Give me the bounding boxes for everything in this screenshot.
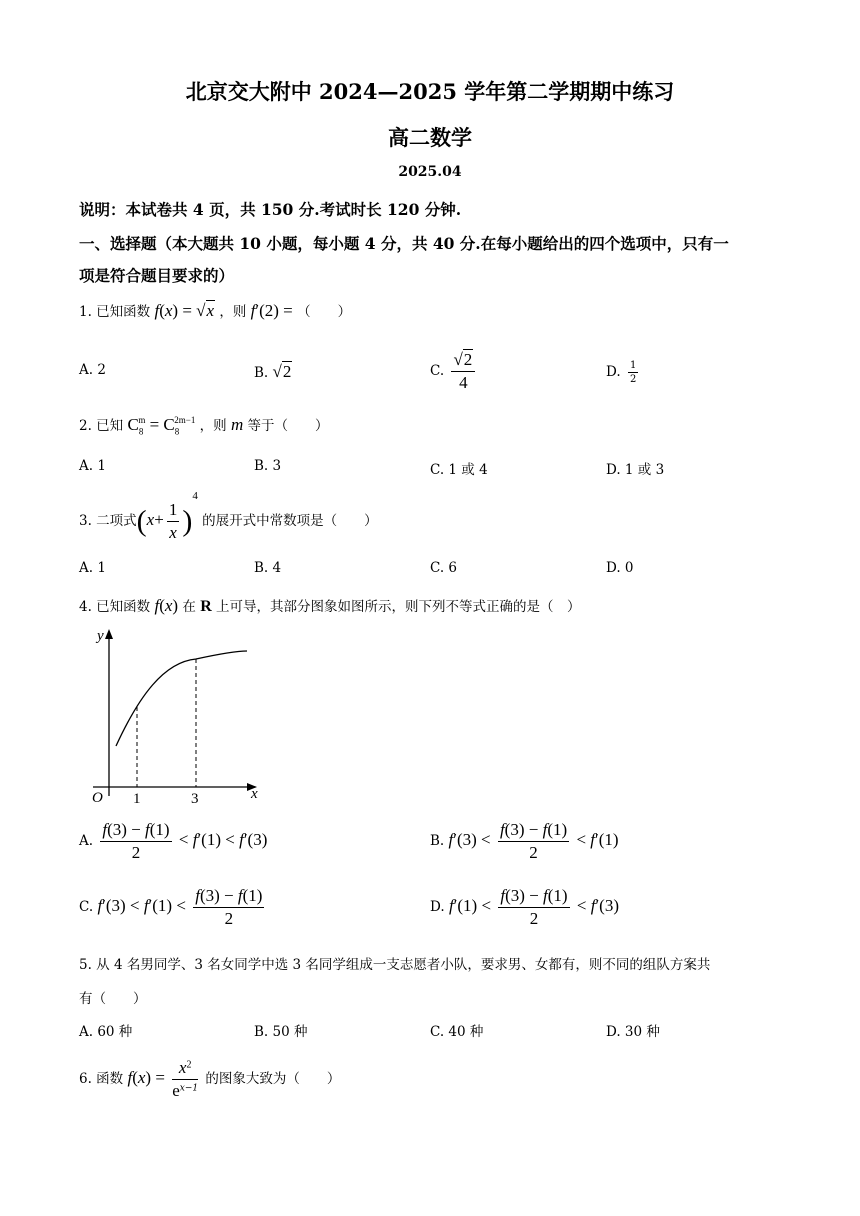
q4-option-d[interactable]: D. f′(1) < $\frac{f(3) - f(1)}{2}$ < f′(3) bbox=[430, 886, 619, 928]
q3-suffix: 的展开式中常数项是（ ） bbox=[202, 513, 378, 529]
q1-prefix: 1. 已知函数 bbox=[79, 304, 151, 320]
q2-option-a[interactable]: A. 1 bbox=[79, 458, 106, 474]
question-2 bbox=[79, 414, 329, 436]
q2-formula: $C_8^m = C_8^{2m-1}$ bbox=[127, 415, 196, 437]
q4-set: R bbox=[200, 598, 212, 615]
question-4: 4. 已知函数 f(x) 在 R 上可导，其部分图象如图所示，则下列不等式正确的是（ ） bbox=[79, 596, 581, 615]
q2-option-d[interactable]: D. 1 或 3 bbox=[606, 462, 665, 478]
q1-mid: ，则 bbox=[219, 304, 247, 320]
q4-graph bbox=[79, 626, 269, 806]
q3-formula: x bbox=[146, 510, 155, 529]
q4-option-a[interactable]: A. $\frac{f(3) - f(1)}{2}$ < f′(1) < f′(3) bbox=[79, 820, 268, 862]
origin-label: O bbox=[92, 790, 103, 806]
q2-option-c[interactable]: C. 1 或 4 bbox=[430, 462, 488, 478]
q1-option-c[interactable]: C. $\frac{√2}{4}$ bbox=[430, 350, 478, 393]
q4-option-c[interactable]: C. f′(3) < f′(1) < $\frac{f(3) - f(1)}{2}$ bbox=[79, 886, 263, 928]
q3-option-a[interactable]: A. 1 bbox=[79, 560, 106, 576]
question-6: 6. 函数 f(x) = $\frac{x^2}{e^{x-1}}$ 的图象大致为（ ） bbox=[79, 1058, 341, 1100]
q5-option-d[interactable]: D. 30 种 bbox=[606, 1024, 660, 1040]
y-axis-arrow bbox=[105, 629, 113, 639]
q3-prefix: 3. 二项式 bbox=[79, 513, 137, 529]
q1-formula: f bbox=[154, 301, 160, 320]
q6-suffix: 的图象大致为（ ） bbox=[205, 1071, 341, 1087]
function-curve bbox=[116, 651, 247, 746]
q2-option-b[interactable]: B. 3 bbox=[254, 458, 282, 474]
question-5-line2: 有（ ） bbox=[79, 991, 147, 1007]
q5-option-b[interactable]: B. 50 种 bbox=[254, 1024, 308, 1040]
q1-option-d[interactable]: D. $\frac{1}{2}$ bbox=[606, 360, 637, 385]
q6-prefix: 6. 函数 bbox=[79, 1071, 124, 1087]
q2-prefix: 2. 已知 bbox=[79, 418, 124, 434]
section-heading-line1: 一、选择题（本大题共 10 小题，每小题 4 分，共 40 分.在每小题给出的四个选项中，只有一 bbox=[79, 234, 729, 253]
tick-1: 1 bbox=[133, 791, 141, 806]
q1-option-a[interactable]: A. 2 bbox=[79, 362, 106, 378]
y-label: y bbox=[97, 628, 104, 644]
q3-option-d[interactable]: D. 0 bbox=[606, 560, 634, 576]
q4-option-b[interactable]: B. f′(3) < $\frac{f(3) - f(1)}{2}$ < f′(1) bbox=[430, 820, 619, 862]
q1-blank: （ ） bbox=[297, 304, 352, 320]
question-1: 1. 已知函数 f(x) = √x ，则 f′(2) = （ ） bbox=[79, 301, 352, 320]
q2-suffix: 等于（ ） bbox=[247, 418, 329, 434]
q2-mid: ，则 bbox=[199, 418, 227, 434]
q6-formula: f bbox=[127, 1068, 133, 1087]
q4-suffix: 上可导，其部分图象如图所示，则下列不等式正确的是（ ） bbox=[216, 599, 581, 615]
q3-option-c[interactable]: C. 6 bbox=[430, 560, 458, 576]
q3-option-b[interactable]: B. 4 bbox=[254, 560, 282, 576]
x-label: x bbox=[251, 786, 258, 802]
q5-option-a[interactable]: A. 60 种 bbox=[79, 1024, 133, 1040]
exam-notes: 说明：本试卷共 4 页，共 150 分.考试时长 120 分钟. bbox=[79, 200, 462, 219]
q4-prefix: 4. 已知函数 bbox=[79, 599, 151, 615]
q5-option-c[interactable]: C. 40 种 bbox=[430, 1024, 484, 1040]
exam-date: 2025.04 bbox=[398, 164, 462, 180]
tick-3: 3 bbox=[191, 791, 199, 806]
question-5-line1: 5. 从 4 名男同学、3 名女同学中选 3 名同学组成一支志愿者小队，要求男、女都有，则不同的组队方案共 bbox=[79, 957, 711, 973]
q2-var: m bbox=[230, 415, 244, 434]
question-3: 3. 二项式(x+ $\frac{1}{x}$ )$^4$ 的展开式中常数项是（ ） bbox=[79, 490, 378, 542]
q1-option-b[interactable]: B. √2 bbox=[254, 362, 292, 381]
exam-subject: 高二数学 bbox=[388, 125, 472, 150]
section-heading-line2: 项是符合题目要求的） bbox=[79, 266, 235, 285]
q4-mid: 在 bbox=[182, 599, 196, 615]
exam-title: 北京交大附中 2024—2025 学年第二学期期中练习 bbox=[185, 79, 675, 104]
